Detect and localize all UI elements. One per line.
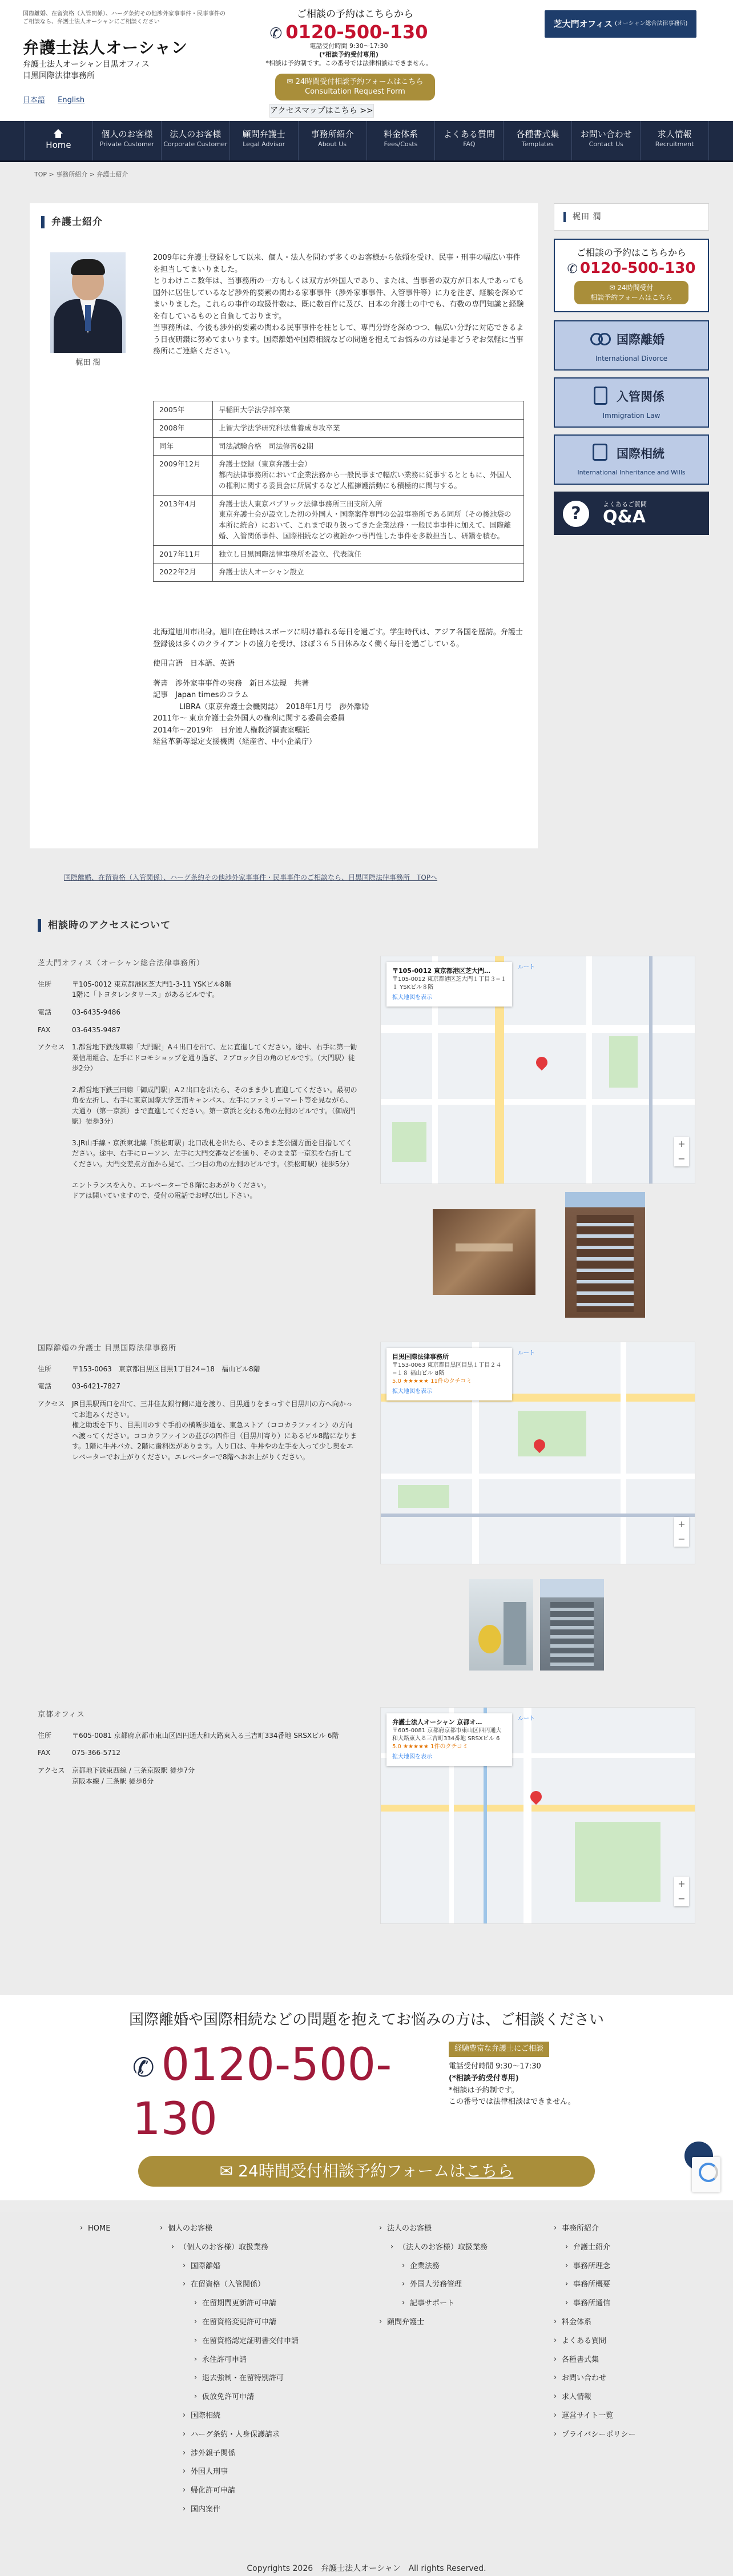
- works-item: 記事 Japan timesのコラム: [153, 691, 249, 700]
- cta-phone[interactable]: [132, 2038, 429, 2147]
- header-contact: [265, 7, 441, 115]
- phone-icon: ✆: [269, 25, 283, 43]
- nav-sub: Private Customer: [99, 140, 154, 148]
- cta-form-link: こちら: [465, 2162, 514, 2180]
- map-title: 弁護士法人オーシャン 京都オ…: [392, 1718, 482, 1726]
- office-field-label: 電話: [38, 1382, 52, 1391]
- career-year: 2005年: [154, 401, 213, 420]
- footer-link[interactable]: › 顧問弁護士: [379, 2317, 488, 2329]
- phone-hours: [257, 42, 441, 68]
- office-field-label: アクセス: [38, 1766, 65, 1774]
- global-nav: [0, 121, 733, 162]
- career-text: 弁護士法人オーシャン設立: [213, 564, 524, 582]
- map-info-card: [386, 1348, 512, 1400]
- banner-sub: Immigration Law: [602, 411, 660, 420]
- nav-templates[interactable]: [503, 121, 571, 160]
- breadcrumb[interactable]: TOP > 事務所紹介 > 弁護士紹介: [34, 171, 128, 178]
- banner-inheritance[interactable]: [554, 434, 709, 485]
- office-entrance-photo: [433, 1209, 535, 1295]
- cta-phone-part1: 0120-500-: [161, 2039, 392, 2091]
- footer-link[interactable]: › 国際相続: [160, 2410, 299, 2422]
- consultation-form-button[interactable]: [275, 74, 435, 100]
- mail-icon: ✉: [287, 77, 296, 86]
- map-address: 〒105-0012 東京都港区芝大門１丁目３−１１ YSKビル８階: [392, 976, 506, 991]
- sidebar-contact: [554, 239, 709, 312]
- nav-sub: About Us: [318, 140, 347, 148]
- footer-link[interactable]: › よくある質問: [554, 2336, 635, 2348]
- footer-link[interactable]: › 外国人労務管理: [379, 2279, 488, 2291]
- career-text: 司法試験合格 司法修習62期: [213, 437, 524, 456]
- map-zoom-control[interactable]: + −: [674, 1137, 689, 1166]
- nav-legal-advisor[interactable]: [229, 121, 298, 160]
- sidebar-contact-lead: ご相談の予約はこちらから: [576, 247, 686, 259]
- mail-icon: ✉: [219, 2162, 239, 2180]
- nav-sub: FAQ: [463, 140, 476, 148]
- cta-phone-part2: 130: [132, 2094, 218, 2146]
- lang-english-link[interactable]: English: [58, 96, 85, 104]
- banner-immigration[interactable]: [554, 377, 709, 428]
- footer-link[interactable]: › 在留資格認定証明書交付申請: [160, 2336, 299, 2348]
- nav-sub: Recruitment: [655, 140, 694, 148]
- footer-link[interactable]: › 涉外親子関係: [160, 2448, 299, 2460]
- map-route-link[interactable]: ルート: [518, 1350, 535, 1357]
- site-footer: [0, 2212, 733, 2576]
- footer-link[interactable]: › 求人情報: [554, 2392, 635, 2404]
- site-description-link[interactable]: 国際離婚、在留資格（入管関係）、ハーグ条約その他渉外家事事件・民事事件のご相談なら、目黒国際法律事務所 TOPへ: [64, 874, 438, 882]
- office-map-shibadaimon[interactable]: [380, 956, 695, 1184]
- nav-sub: Legal Advisor: [243, 140, 285, 148]
- lang-japanese-link[interactable]: 日本語: [23, 96, 46, 104]
- sidebar-name-box: [554, 203, 709, 231]
- cta-form-button[interactable]: [138, 2156, 595, 2187]
- nav-label: 個人のお客様: [101, 129, 153, 139]
- banner-title: 国際離婚: [617, 332, 664, 347]
- career-text: 弁護士登録（東京弁護士会） 都内法律事務所において企業法務から一般民事まで幅広い業務に従事するとともに、外国人の権利に関する委員会に所属するなど人権擁護活動にも積極的に関与する。: [213, 456, 524, 495]
- sidebar-form-label: ✉ 24時間受付: [609, 284, 654, 292]
- site-logo[interactable]: 弁護士法人オーシャン: [23, 38, 188, 57]
- phone-text: 0120-500-130: [285, 21, 428, 43]
- career-year: 2008年: [154, 419, 213, 437]
- footer-link[interactable]: › 運営サイト一覧: [554, 2410, 635, 2422]
- hours-line: 電話受付時間 9:30〜17:30: [309, 42, 388, 50]
- career-row: [154, 545, 524, 564]
- cta-hours-note: (*相談予約受付専用): [449, 2074, 519, 2083]
- document-icon: [593, 444, 607, 461]
- footer-link[interactable]: › プライバシーポリシー: [554, 2429, 635, 2441]
- banner-title: 国際相続: [617, 446, 664, 461]
- footer-link[interactable]: › お問い合わせ: [554, 2373, 635, 2385]
- office-field-label: アクセス: [38, 1399, 65, 1408]
- footer-link[interactable]: › 記事サポート: [379, 2298, 488, 2310]
- map-enlarge-link[interactable]: 拡大地図を表示: [392, 995, 432, 1001]
- footer-col-private: [160, 2223, 299, 2523]
- sidebar-form-sub: 相談予約フォームはこちら: [590, 293, 672, 301]
- nav-label: 事務所紹介: [311, 129, 354, 139]
- career-year: 2013年4月: [154, 495, 213, 545]
- form-button-label: ✉ 24時間受付相談予約フォームはこちら: [287, 77, 424, 86]
- banner-sub: International Divorce: [595, 354, 668, 363]
- nav-label: 料金体系: [383, 129, 418, 139]
- map-title: 目黒国際法律事務所: [392, 1353, 449, 1361]
- office-field-label: アクセス: [38, 1043, 65, 1052]
- phone-number[interactable]: [257, 22, 441, 42]
- map-rating: 5.0 ★★★★★ 1件のクチコミ: [392, 1744, 469, 1750]
- map-enlarge-link[interactable]: 拡大地図を表示: [392, 1754, 432, 1760]
- office-field-value: 〒105-0012 東京都港区芝大門1-3-11 YSKビル8階 1階に「トヨタレンタリース」があるビルです。: [72, 980, 232, 999]
- page-title: 弁護士紹介: [41, 216, 103, 228]
- footer-link[interactable]: › 仮放免許可申請: [160, 2392, 299, 2404]
- cta-section: [0, 1995, 733, 2200]
- office-details: [38, 1730, 357, 1786]
- cta-lead: 国際離婚や国際相続などの問題を抱えてお悩みの方は、ご相談ください: [128, 2011, 604, 2028]
- portrait-tie: [85, 305, 91, 331]
- sidebar-phone[interactable]: [561, 260, 702, 277]
- footer-link[interactable]: › 国内案件: [160, 2504, 299, 2516]
- career-text: 上智大学法学研究科法曹養成専攻卒業: [213, 419, 524, 437]
- banner-international-divorce[interactable]: [554, 320, 709, 371]
- question-icon: ?: [563, 501, 589, 527]
- sidebar-phone-text: 0120-500-130: [579, 259, 696, 277]
- office-field-value: 〒153-0063 東京都目黒区目黒1丁目24−18 福山ビル8階: [72, 1365, 260, 1373]
- works-item: 2014年〜2019年 日弁連人権救済調査室嘱託: [153, 726, 310, 735]
- footer-link[interactable]: › 在留期間更新許可申請: [160, 2298, 299, 2310]
- mail-icon: ✉: [609, 284, 618, 292]
- career-row: [154, 456, 524, 495]
- footer-col-home: [80, 2223, 110, 2242]
- map-info-card: [386, 962, 512, 1007]
- office-building-photo: [565, 1192, 645, 1318]
- nav-sub: Contact Us: [589, 140, 623, 148]
- languages-text: 使用言語 日本語、英語: [153, 659, 235, 669]
- cta-hours: [449, 2061, 575, 2108]
- office-field-value: 075-366-5712: [72, 1749, 121, 1757]
- footer-link[interactable]: › ハーグ条約・人身保護請求: [160, 2429, 299, 2441]
- career-row: [154, 437, 524, 456]
- footer-link[interactable]: › 外国人刑事: [160, 2466, 299, 2478]
- access-map-link[interactable]: アクセスマップはこちら >>: [269, 104, 374, 118]
- banner-title: 入管関係: [617, 389, 664, 404]
- office-field-label: 住所: [38, 980, 52, 988]
- faq-small: よくあるご質問: [603, 500, 647, 508]
- office-details: [38, 979, 357, 1201]
- map-address: 〒153-0063 東京都目黒区目黒１丁目２４−１８ 福山ビル 8階: [392, 1362, 502, 1376]
- shibadaimon-office-badge[interactable]: [545, 10, 696, 38]
- footer-link[interactable]: › HOME: [80, 2223, 110, 2235]
- cta-note: *相談は予約制です。: [449, 2086, 519, 2095]
- office-field-value: 03-6435-9487: [72, 1025, 121, 1034]
- office-field-label: 電話: [38, 1008, 52, 1016]
- hobby-text: 北海道旭川市出身。旭川在住時はスポーツに明け暮れる毎日を過ごす。学生時代は、アジア各国を歴訪。弁護士登録後は多くのクライアントの協力を受け、ほぼ３６５日休みなく働く毎日を過ごしている。: [153, 628, 523, 649]
- office-name: 弁護士法人オーシャン目黒オフィス: [23, 60, 150, 69]
- footer-link[interactable]: › 法人のお客様: [379, 2223, 488, 2235]
- map-title: 〒105-0012 東京都港区芝大門…: [392, 967, 490, 975]
- footer-link[interactable]: › （法人のお客様）取扱業務: [379, 2242, 488, 2254]
- career-year: 2009年12月: [154, 456, 213, 495]
- office-field-value: 03-6421-7827: [72, 1382, 121, 1391]
- badge-title: 芝大門オフィス: [553, 19, 613, 29]
- office-map-meguro[interactable]: [380, 1342, 695, 1564]
- profile-section: [30, 203, 538, 848]
- office-name: 芝大門オフィス（オーシャン総合法律事務所）: [38, 959, 205, 968]
- copyright: Copyrights 2026 弁護士法人オーシャン All rights Reserved.: [247, 2564, 486, 2573]
- header-intro: 国際離婚、在留資格（入管関係）、ハーグ条約その他涉外家事事件・民事事件のご相談なら、弁護士法人オーシャンにご相談ください: [23, 11, 225, 25]
- meguro-building-photo: [540, 1579, 604, 1671]
- office-field-value: 〒605-0081 京都府京都市東山区四円通大和大路東入る三吉町334番地 SRSXビル 6階: [72, 1731, 339, 1740]
- lawyer-bio: [153, 252, 524, 358]
- nav-label: 各種書式集: [516, 129, 559, 139]
- footer-link[interactable]: › 在留資格（入管関係）: [160, 2279, 299, 2291]
- cta-tag: 経験豊富な弁護士にご相談: [449, 2042, 549, 2057]
- map-route-link[interactable]: ルート: [518, 964, 535, 971]
- home-icon: [53, 129, 63, 138]
- bio-paragraph: 当事務所は、今後も涉外的要素の関わる民事事件を柱として、専門分野を深めつつ、幅広い分野に対応できるよう日夜研鑽に努めてまいります。国際離婚や国際相続などの問題を抱えてお悩みの方は是非どうぞお気軽に当事務所にご連絡ください。: [153, 324, 524, 356]
- career-year: 2017年11月: [154, 545, 213, 564]
- phone-icon: ✆: [567, 261, 578, 276]
- nav-recruitment[interactable]: [640, 121, 709, 160]
- hours-note: (*相談予約受付専用): [319, 51, 378, 59]
- nav-about-us[interactable]: [298, 121, 366, 160]
- nav-fees[interactable]: [366, 121, 435, 160]
- map-zoom-control[interactable]: + −: [674, 1517, 689, 1547]
- nav-corporate-customer[interactable]: [161, 121, 229, 160]
- lawyer-name: 梶田 潤: [75, 359, 100, 367]
- footer-link[interactable]: › 在留資格変更許可申請: [160, 2317, 299, 2329]
- access-heading: 相談時のアクセスについて: [38, 919, 171, 932]
- map-enlarge-link[interactable]: 拡大地図を表示: [392, 1388, 432, 1395]
- footer-link[interactable]: › 弁護士紹介: [554, 2242, 635, 2254]
- form-button-sub: Consultation Request Form: [305, 87, 405, 96]
- works-item: 著書 渉外家事事件の実務 新日本法規 共著: [153, 679, 309, 688]
- hours-note2: *相談は予約制です。この番号では法律相談はできません。: [265, 59, 432, 67]
- faq-big: Q&A: [603, 506, 646, 527]
- footer-link[interactable]: › 事務所概要: [554, 2279, 635, 2291]
- banner-sub: International Inheritance and Wills: [577, 468, 686, 476]
- career-row: [154, 401, 524, 420]
- map-info-card: [386, 1713, 512, 1766]
- footer-link[interactable]: › 永住許可申請: [160, 2354, 299, 2366]
- nav-label: 顧問弁護士: [242, 129, 285, 139]
- sidebar: [554, 203, 709, 535]
- nav-private-customer[interactable]: [92, 121, 161, 160]
- map-rating: 5.0 ★★★★★ 11件のクチコミ: [392, 1378, 472, 1384]
- language-switch: [23, 95, 95, 107]
- works-item: LIBRA（東京弁護士会機関誌） 2018年1月号 渉外離婚: [179, 702, 369, 711]
- nav-label: 求人情報: [657, 129, 692, 139]
- nav-faq[interactable]: [434, 121, 503, 160]
- sidebar-form-button[interactable]: [574, 281, 688, 304]
- office-field-value: 03-6435-9486: [72, 1008, 121, 1016]
- footer-col-about: [554, 2223, 635, 2448]
- bio-paragraph: 2009年に弁護士登録をして以来、個人・法人を問わず多くのお客様から依頼を受け、民事・刑事の幅広い事件を担当してまいりました。: [153, 253, 521, 274]
- office-field-label: FAX: [38, 1025, 51, 1034]
- office-field-label: 住所: [38, 1731, 52, 1740]
- cta-note2: この番号では法律相談はできません。: [449, 2098, 575, 2107]
- nav-label: よくある質問: [443, 129, 495, 139]
- office-name: 京都オフィス: [38, 1710, 85, 1719]
- footer-col-corporate: [379, 2223, 488, 2336]
- nav-sub: Fees/Costs: [384, 140, 418, 148]
- works-item: 2011年〜 東京弁護士会外国人の権利に関する委員会委員: [153, 714, 345, 723]
- career-row: [154, 495, 524, 545]
- footer-link[interactable]: › 帰化許可申請: [160, 2485, 299, 2497]
- career-table: [153, 401, 524, 582]
- footer-link[interactable]: › 事務所理念: [554, 2261, 635, 2273]
- career-text: 弁護士法人東京パブリック法律事務所三田支所入所 東京弁護士会が設立した初の外国人・国際案件専門の公設事務所である同所（その後池袋の本所に統合）において、これまで取り扱ってきた企業法務・一般民事事件に加えて、国際離婚、入管関係事件、国際相続などの複雑かつ専門性した事件を多数担当し、研鑽を積む。: [213, 495, 524, 545]
- office-field-value: 京都地下鉄東西線 / 三条京阪駅 徒歩7分 京阪本線 / 三条駅 徒歩8分: [72, 1766, 195, 1785]
- career-year: 同年: [154, 437, 213, 456]
- footer-link[interactable]: › 事務所紹介: [554, 2223, 635, 2235]
- nav-sub: Templates: [521, 140, 554, 148]
- rings-icon-2: [598, 333, 611, 345]
- nav-home[interactable]: [24, 121, 92, 160]
- nav-contact[interactable]: [571, 121, 640, 160]
- site-header: [0, 0, 733, 121]
- map-pin-icon: [534, 1054, 550, 1070]
- office-field-value: JR目黒駅西口を出て、三井住友銀行側に道を渡り、目黒通りをまっすぐ目黒川の方へ向かってお進みください。 権之助坂を下り、目黒川のすぐ手前の横断歩道を、東急ストア（ココカラファイン）の方向へ渡ってください。ココカラファインの並びの四件目（目黒川寄り）にあるビル8階になります。1階に牛丼バカ、2階に歯科医があります。入り口は、牛丼やの左手を入って少し奥をエレベーターでお上がりください。エレベーターで8階へおお上がりください。: [72, 1399, 357, 1461]
- career-text: 独立し目黒国際法律事務所を設立、代表就任: [213, 545, 524, 564]
- passport-icon: [594, 387, 607, 405]
- office-name: 国際離婚の弁護士 目黒国際法律事務所: [38, 1344, 177, 1353]
- contact-lead: ご相談の予約はこちらから: [297, 9, 413, 20]
- nav-sub: Corporate Customer: [163, 140, 228, 148]
- phone-icon: ✆: [132, 2052, 155, 2083]
- footer-link[interactable]: › 料金体系: [554, 2317, 635, 2329]
- career-row: [154, 564, 524, 582]
- map-address: 〒605-0081 京都府京都市東山区四円通大和大路東入る三吉町334番地 SRSXビル 6: [392, 1728, 502, 1742]
- footer-link[interactable]: › 国際離婚: [160, 2261, 299, 2273]
- map-zoom-control[interactable]: + −: [674, 1877, 689, 1906]
- office-field-label: 住所: [38, 1365, 52, 1373]
- footer-link[interactable]: › 退去強制・在留特別許可: [160, 2373, 299, 2385]
- map-route-link[interactable]: ルート: [518, 1716, 535, 1722]
- nav-label: Home: [46, 140, 71, 150]
- badge-sub: (オーシャン総合法律事務所): [614, 21, 688, 27]
- career-text: 早稲田大学法学部卒業: [213, 401, 524, 420]
- lawyer-portrait: [50, 252, 126, 353]
- footer-link[interactable]: › 事務所通信: [554, 2298, 635, 2310]
- office-map-kyoto[interactable]: [380, 1707, 695, 1924]
- sidebar-name: 梶田 潤: [563, 212, 699, 222]
- nav-label: 法人のお客様: [170, 129, 221, 139]
- career-row: [154, 419, 524, 437]
- bio-paragraph: とりわけここ数年は、当事務所の一方もしくは双方が外国人であり、または、当事者の双方が日本人であっても国外に居住しているなど渉外的要素の関わる家事事件（渉外家事事件、入管事件等）に力を注ぎ、経験を深めてまいりました。これらの事件の取扱件数は、既に数百件に及び、日本の弁護士の中でも、有数の専門知識と経験を有しているものと自負しております。: [153, 277, 524, 321]
- cta-form-label: 24時間受付相談予約フォームは: [238, 2162, 466, 2180]
- firm-name: 目黒国際法律事務所: [23, 71, 95, 80]
- footer-link[interactable]: › 各種書式集: [554, 2354, 635, 2366]
- footer-link[interactable]: › 企業法務: [379, 2261, 488, 2273]
- career-year: 2022年2月: [154, 564, 213, 582]
- banner-faq[interactable]: [554, 492, 709, 535]
- cta-hours-line: 電話受付時間 9:30〜17:30: [449, 2062, 541, 2071]
- office-field-value: 1.都営地下鉄浅草線「大門駅」A４出口を出て、左に直進してください。途中、右手に第一勧業信用組合、左手にドコモショップを通り過ぎ、２ブロック目の角のビルです。（大門駅）徒歩2分） 2.都営地下鉄三田線「御成門駅」A２出口を出たら、そのまま少し直進してください。最初の角を左折し、右手に東京国際大学芝浦キャンパス、左手にファミリーマート等を見ながら、大通り（第一京浜）まで直進してください。第一京浜と交わる角の左側のビルです。（御成門駅）徒歩3分） 3.JR山手線・京浜東北線「浜松町駅」北口改札を出たら、そのまま芝公園方面を目指してください。途中、右手にローソン、左手に大門交番などを通り、そのまま第一京浜を右折してください。大門交差点方面から見て、二つ目の角の左側のビルです。（浜松町駅）徒歩5分） エントランスを入り、エレベーターで８階におあがりください。 ドアは開いていますので、受付の電話でお呼び出し下さい。: [72, 1043, 357, 1200]
- lawyer-extra-info: [153, 627, 524, 748]
- footer-link[interactable]: › 個人のお客様: [160, 2223, 299, 2235]
- meguro-entrance-photo: [469, 1579, 533, 1671]
- works-item: 経営革新等認定支援機関（経産省、中小企業庁）: [153, 738, 317, 747]
- nav-label: お問い合わせ: [580, 129, 632, 139]
- footer-link[interactable]: › （個人のお客様）取扱業務: [160, 2242, 299, 2254]
- portrait-hair: [71, 259, 105, 275]
- office-details: [38, 1364, 357, 1463]
- office-field-label: FAX: [38, 1749, 51, 1757]
- recaptcha-badge[interactable]: [692, 2157, 720, 2192]
